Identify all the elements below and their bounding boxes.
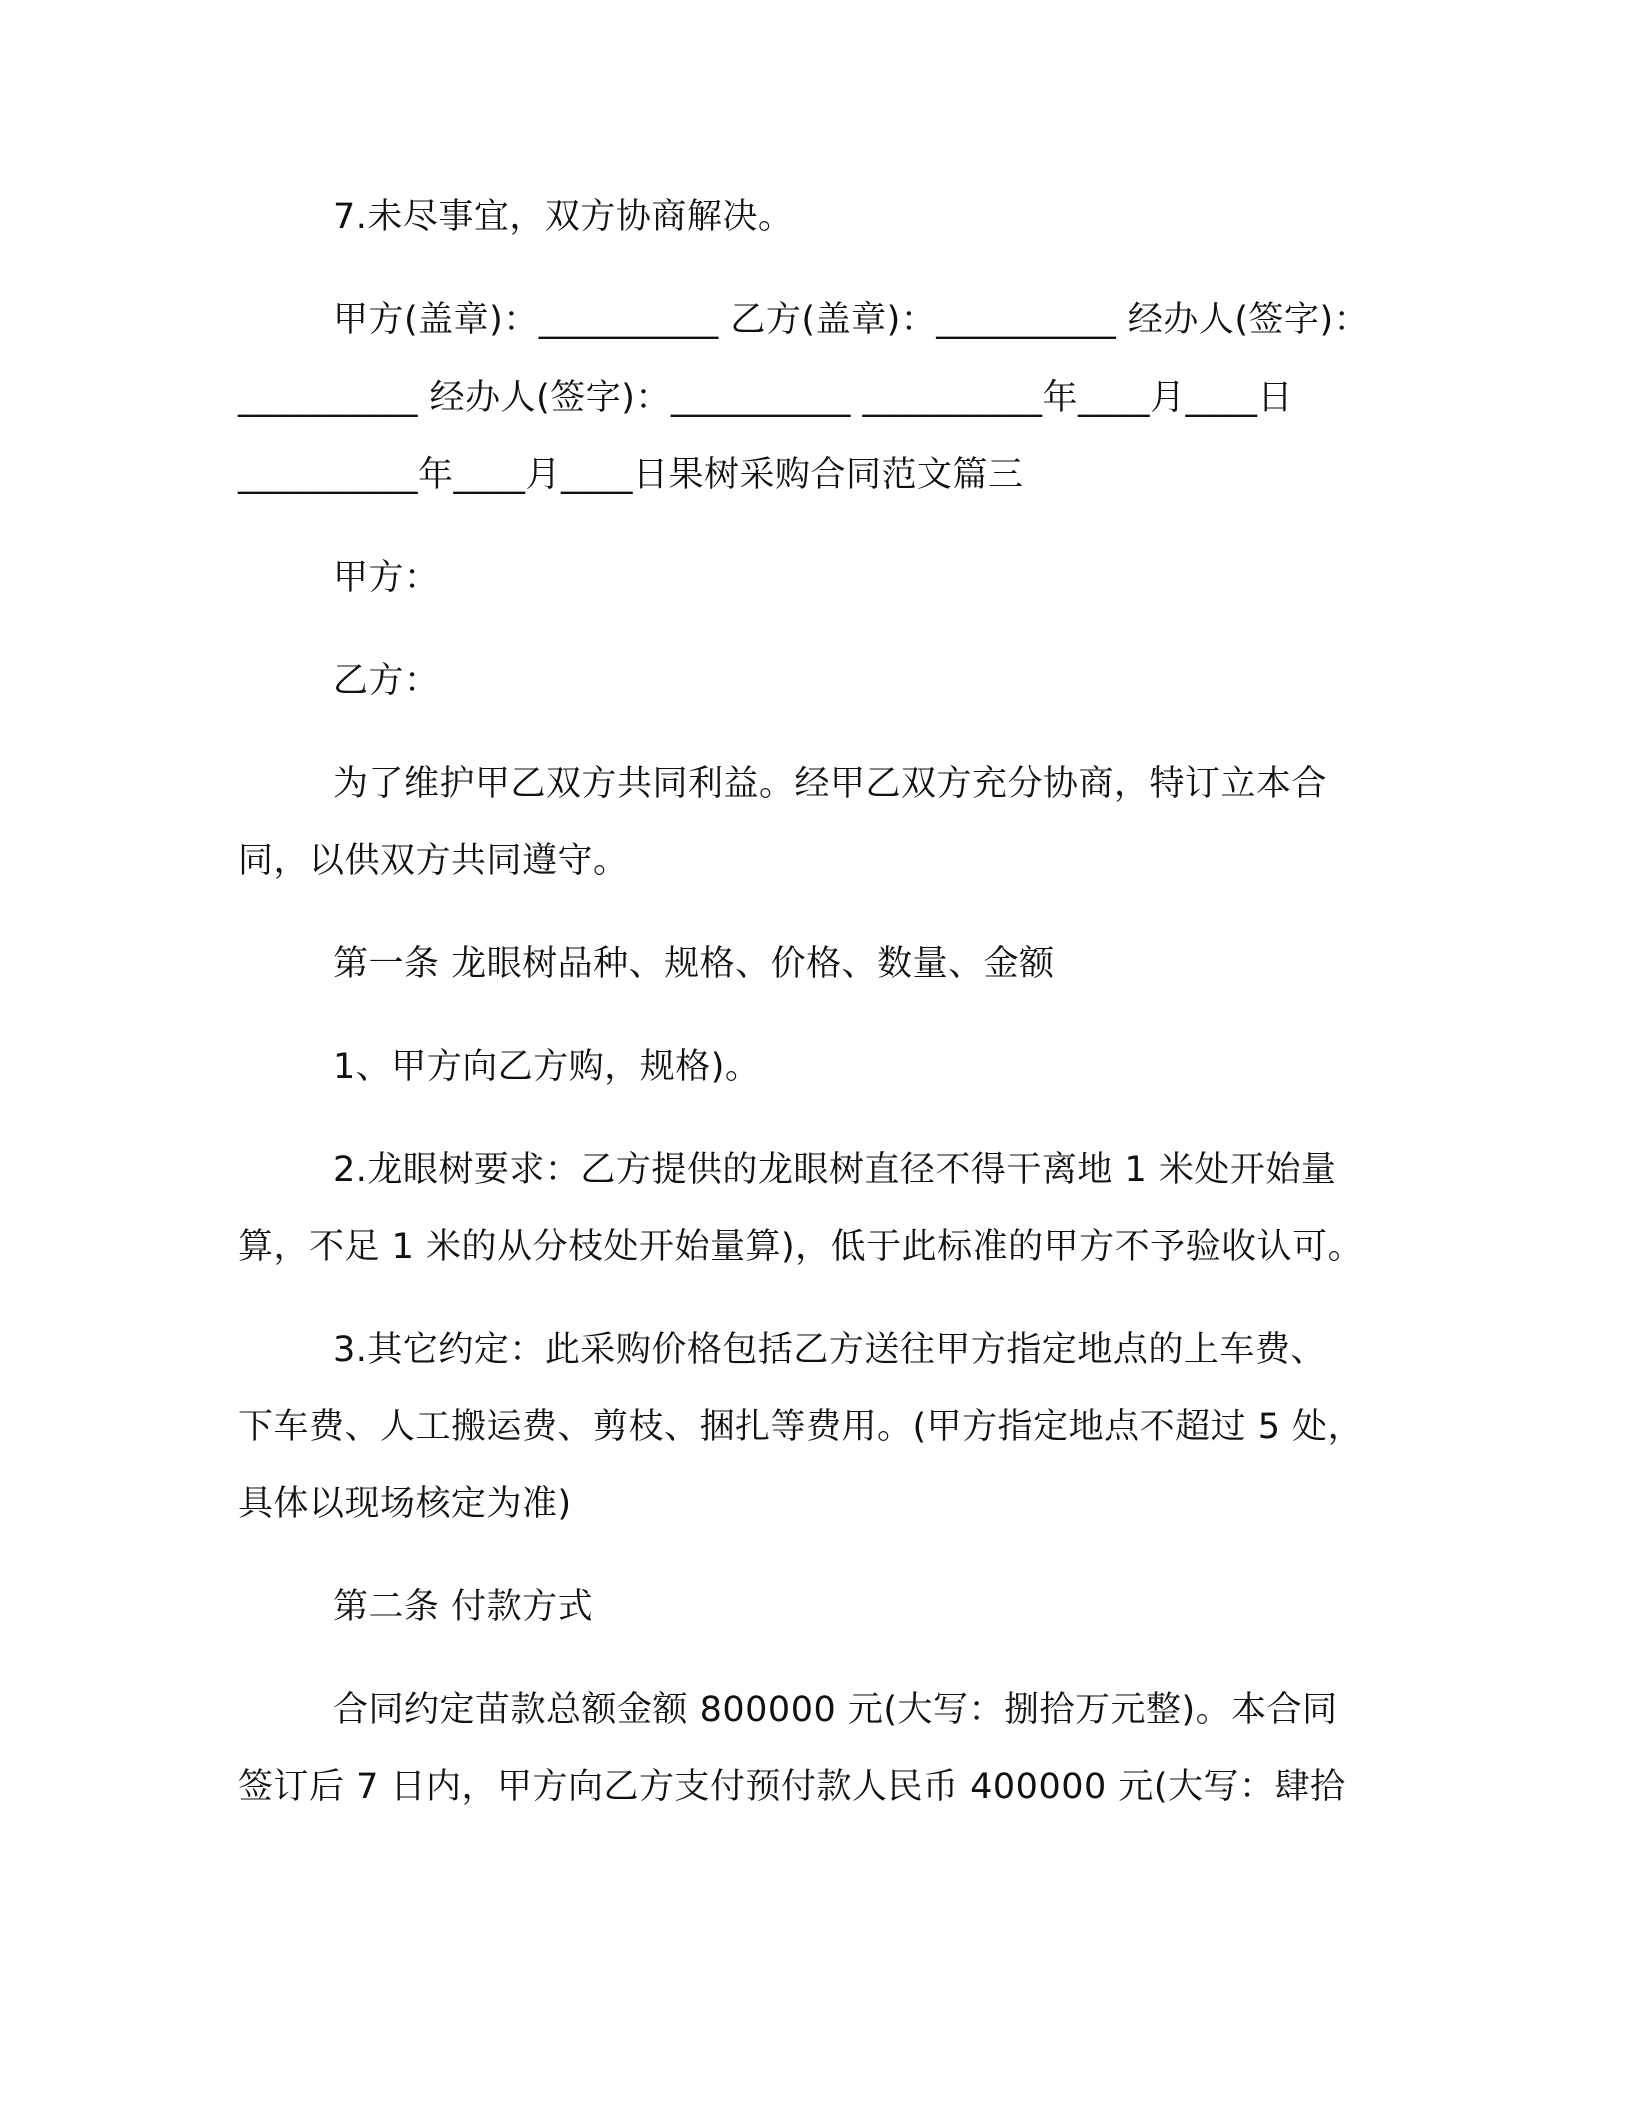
signature-line-1: 甲方(盖章)：__________ 乙方(盖章)：__________ 经办人(签字)： xyxy=(333,300,1370,340)
preamble-line-1: 为了维护甲乙双方共同利益。经甲乙双方充分协商，特订立本合 xyxy=(333,764,1328,804)
article-1-item-3-line-1: 3.其它约定：此采购价格包括乙方送往甲方指定地点的上车费、 xyxy=(333,1330,1326,1370)
preamble-line-2: 同，以供双方共同遵守。 xyxy=(238,841,629,881)
article-1-heading: 第一条 龙眼树品种、规格、价格、数量、金额 xyxy=(333,944,1055,984)
party-a-line: 甲方： xyxy=(333,558,440,598)
article-1-item-1: 1、甲方向乙方购，规格)。 xyxy=(333,1047,761,1087)
article-1-item-2-line-1: 2.龙眼树要求：乙方提供的龙眼树直径不得干离地 1 米处开始量 xyxy=(333,1150,1337,1190)
article-1-item-3-line-2: 下车费、人工搬运费、剪枝、捆扎等费用。(甲方指定地点不超过 5 处， xyxy=(238,1407,1364,1447)
article-1-item-3-line-3: 具体以现场核定为准) xyxy=(238,1484,572,1524)
article-2-heading: 第二条 付款方式 xyxy=(333,1587,594,1627)
article-1-item-2-line-2: 算，不足 1 米的从分枝处开始量算)，低于此标准的甲方不予验收认可。 xyxy=(238,1227,1364,1267)
date-and-title-line: __________年____月____日果树采购合同范文篇三 xyxy=(238,455,1024,495)
payment-line-1: 合同约定苗款总额金额 800000 元(大写：捌拾万元整)。本合同 xyxy=(333,1690,1338,1730)
signature-line-2: __________ 经办人(签字)：__________ __________年____月____日 xyxy=(238,378,1294,418)
payment-line-2: 签订后 7 日内，甲方向乙方支付预付款人民币 400000 元(大写：肆拾 xyxy=(238,1767,1346,1807)
clause-7-line: 7.未尽事宜，双方协商解决。 xyxy=(333,197,794,237)
party-b-line: 乙方： xyxy=(333,661,440,701)
